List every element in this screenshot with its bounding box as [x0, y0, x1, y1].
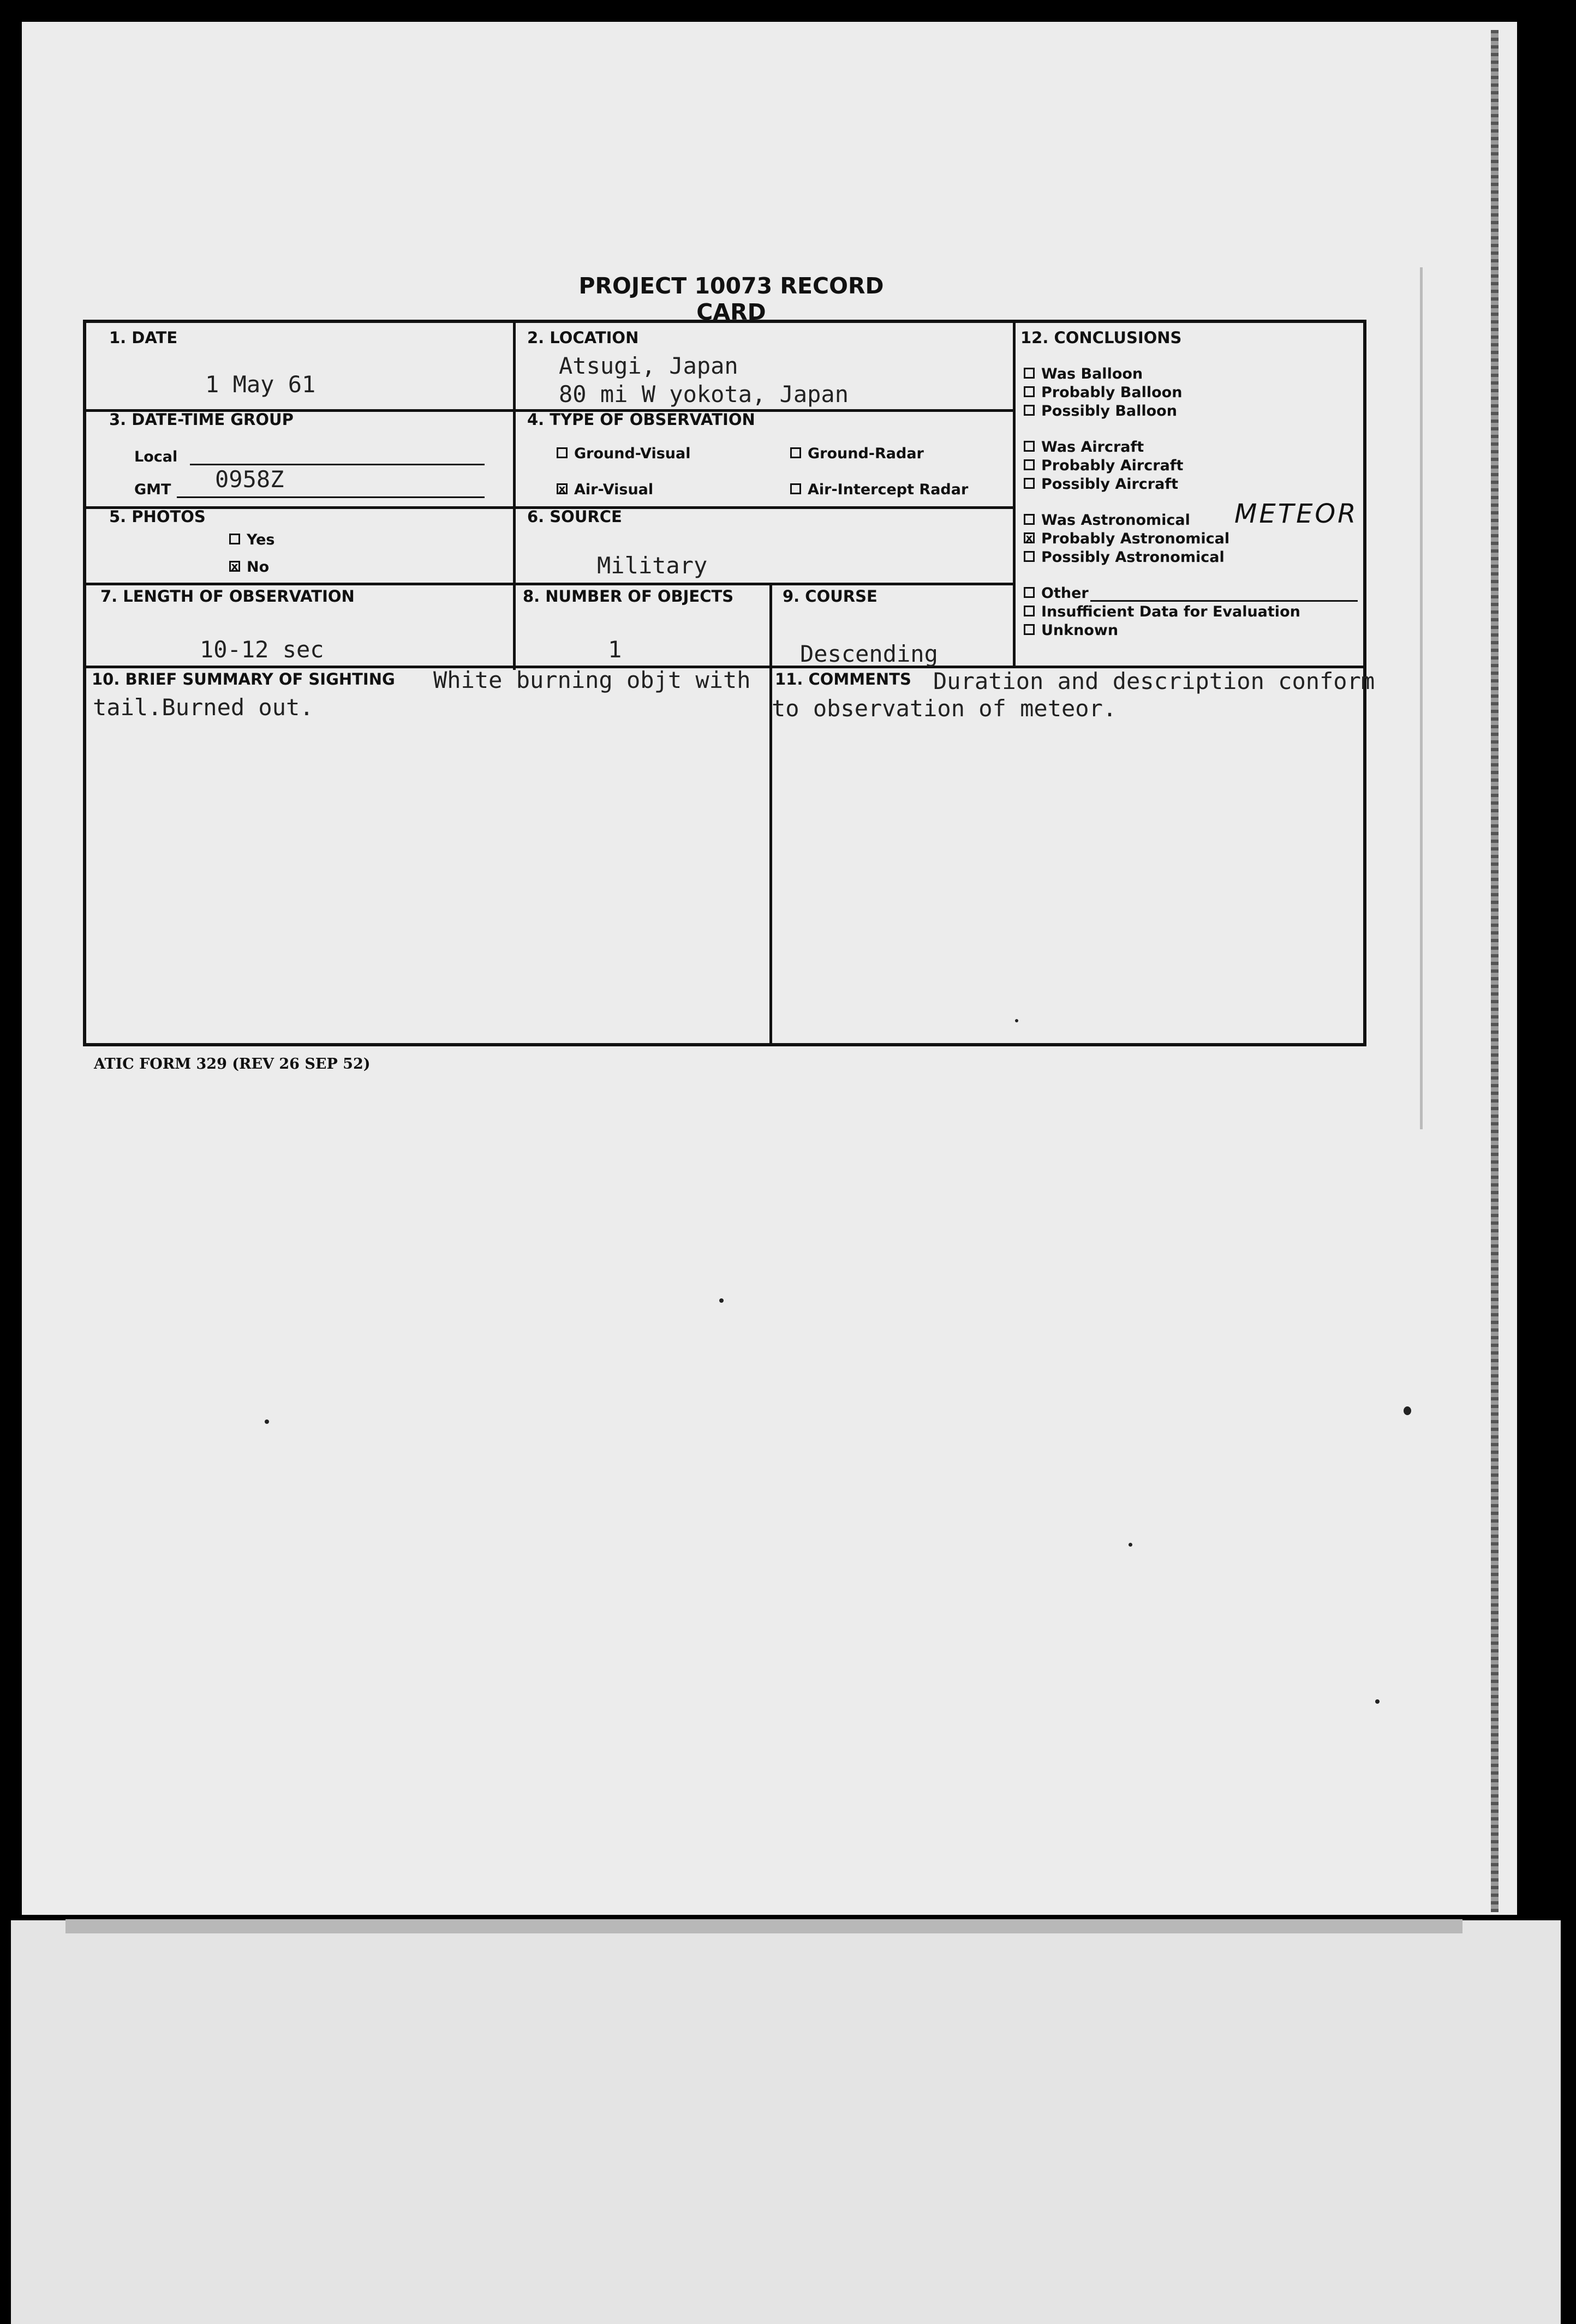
location-line-1: Atsugi, Japan	[559, 352, 738, 379]
conclusion-probably-balloon: Probably Balloon	[1024, 384, 1182, 401]
checkbox	[1024, 386, 1035, 397]
checkbox	[1024, 514, 1035, 525]
conclusion-was-astronomical: Was Astronomical	[1024, 512, 1190, 529]
gmt-underline	[177, 496, 485, 498]
length-value: 10-12 sec	[200, 636, 324, 663]
checkbox	[1024, 551, 1035, 562]
checkbox	[1024, 478, 1035, 489]
comments-line-1: Duration and description conform	[933, 668, 1375, 694]
card-title: PROJECT 10073 RECORD CARD	[578, 273, 884, 325]
other-underline	[1090, 600, 1358, 602]
gmt-label: GMT	[134, 481, 171, 498]
option-air-intercept-radar: Air-Intercept Radar	[790, 481, 968, 498]
card-outline-edge	[1420, 267, 1423, 1129]
checkbox	[1024, 368, 1035, 379]
checkbox-checked: x	[229, 561, 240, 572]
conclusion-unknown: Unknown	[1024, 622, 1118, 639]
dtg-label: 3. DATE-TIME GROUP	[109, 410, 294, 429]
summary-line-2: tail.Burned out.	[93, 694, 314, 721]
checkbox	[1024, 405, 1035, 416]
type-of-observation-label: 4. TYPE OF OBSERVATION	[527, 410, 755, 429]
source-value: Military	[597, 552, 708, 579]
comments-line-2: to observation of meteor.	[772, 695, 1117, 722]
course-label: 9. COURSE	[783, 587, 877, 606]
course-value: Descending	[800, 640, 938, 667]
checkbox	[1024, 587, 1035, 598]
option-ground-radar: Ground-Radar	[790, 445, 924, 462]
checkbox	[790, 483, 801, 494]
divider	[86, 583, 1013, 585]
photos-label: 5. PHOTOS	[109, 507, 206, 526]
checkbox	[557, 447, 568, 458]
dust-speck	[1375, 1699, 1380, 1704]
conclusion-insufficient-data: Insufficient Data for Evaluation	[1024, 603, 1300, 620]
local-label: Local	[134, 448, 178, 465]
gmt-value: 0958Z	[215, 466, 284, 493]
length-label: 7. LENGTH OF OBSERVATION	[100, 587, 355, 606]
option-photos-yes: Yes	[229, 531, 274, 548]
conclusions-label: 12. CONCLUSIONS	[1020, 328, 1182, 347]
checkbox	[1024, 606, 1035, 616]
dust-speck	[1404, 1406, 1411, 1415]
conclusion-was-aircraft: Was Aircraft	[1024, 439, 1144, 456]
conclusion-possibly-astronomical: Possibly Astronomical	[1024, 549, 1225, 566]
handwritten-meteor: METEOR	[1234, 499, 1358, 529]
source-label: 6. SOURCE	[527, 507, 622, 526]
checkbox	[229, 534, 240, 544]
summary-line-1: White burning objt with	[433, 667, 751, 693]
lower-film-area	[11, 1920, 1561, 2324]
film-edge-marks	[1491, 30, 1499, 1912]
dust-speck	[265, 1419, 269, 1424]
divider	[513, 323, 516, 670]
date-value: 1 May 61	[205, 371, 316, 398]
number-of-objects-label: 8. NUMBER OF OBJECTS	[523, 587, 734, 606]
checkbox	[790, 447, 801, 458]
location-label: 2. LOCATION	[527, 328, 639, 347]
location-line-2: 80 mi W yokota, Japan	[559, 381, 849, 408]
option-photos-no: x No	[229, 559, 269, 576]
conclusion-possibly-aircraft: Possibly Aircraft	[1024, 476, 1178, 493]
checkbox	[1024, 441, 1035, 452]
option-air-visual: x Air-Visual	[557, 481, 653, 498]
conclusion-other: Other	[1024, 585, 1089, 602]
summary-label: 10. BRIEF SUMMARY OF SIGHTING	[92, 670, 395, 688]
dust-speck	[719, 1298, 724, 1303]
checkbox	[1024, 459, 1035, 470]
comments-label: 11. COMMENTS	[775, 670, 911, 688]
record-card-form	[83, 320, 1375, 1046]
date-label: 1. DATE	[109, 328, 178, 347]
conclusion-possibly-balloon: Possibly Balloon	[1024, 403, 1177, 420]
divider	[1013, 323, 1016, 667]
checkbox	[1024, 624, 1035, 635]
checkbox-checked: x	[557, 483, 568, 494]
divider	[769, 584, 772, 1046]
dust-speck	[1129, 1543, 1132, 1547]
number-of-objects-value: 1	[608, 636, 622, 663]
conclusion-probably-astronomical: x Probably Astronomical	[1024, 530, 1229, 547]
conclusion-was-balloon: Was Balloon	[1024, 366, 1143, 382]
sheet-bottom-edge	[65, 1919, 1462, 1933]
form-footer: ATIC FORM 329 (REV 26 SEP 52)	[94, 1056, 371, 1073]
local-underline	[190, 464, 485, 465]
conclusion-probably-aircraft: Probably Aircraft	[1024, 457, 1183, 474]
checkbox-checked: x	[1024, 532, 1035, 543]
option-ground-visual: Ground-Visual	[557, 445, 690, 462]
